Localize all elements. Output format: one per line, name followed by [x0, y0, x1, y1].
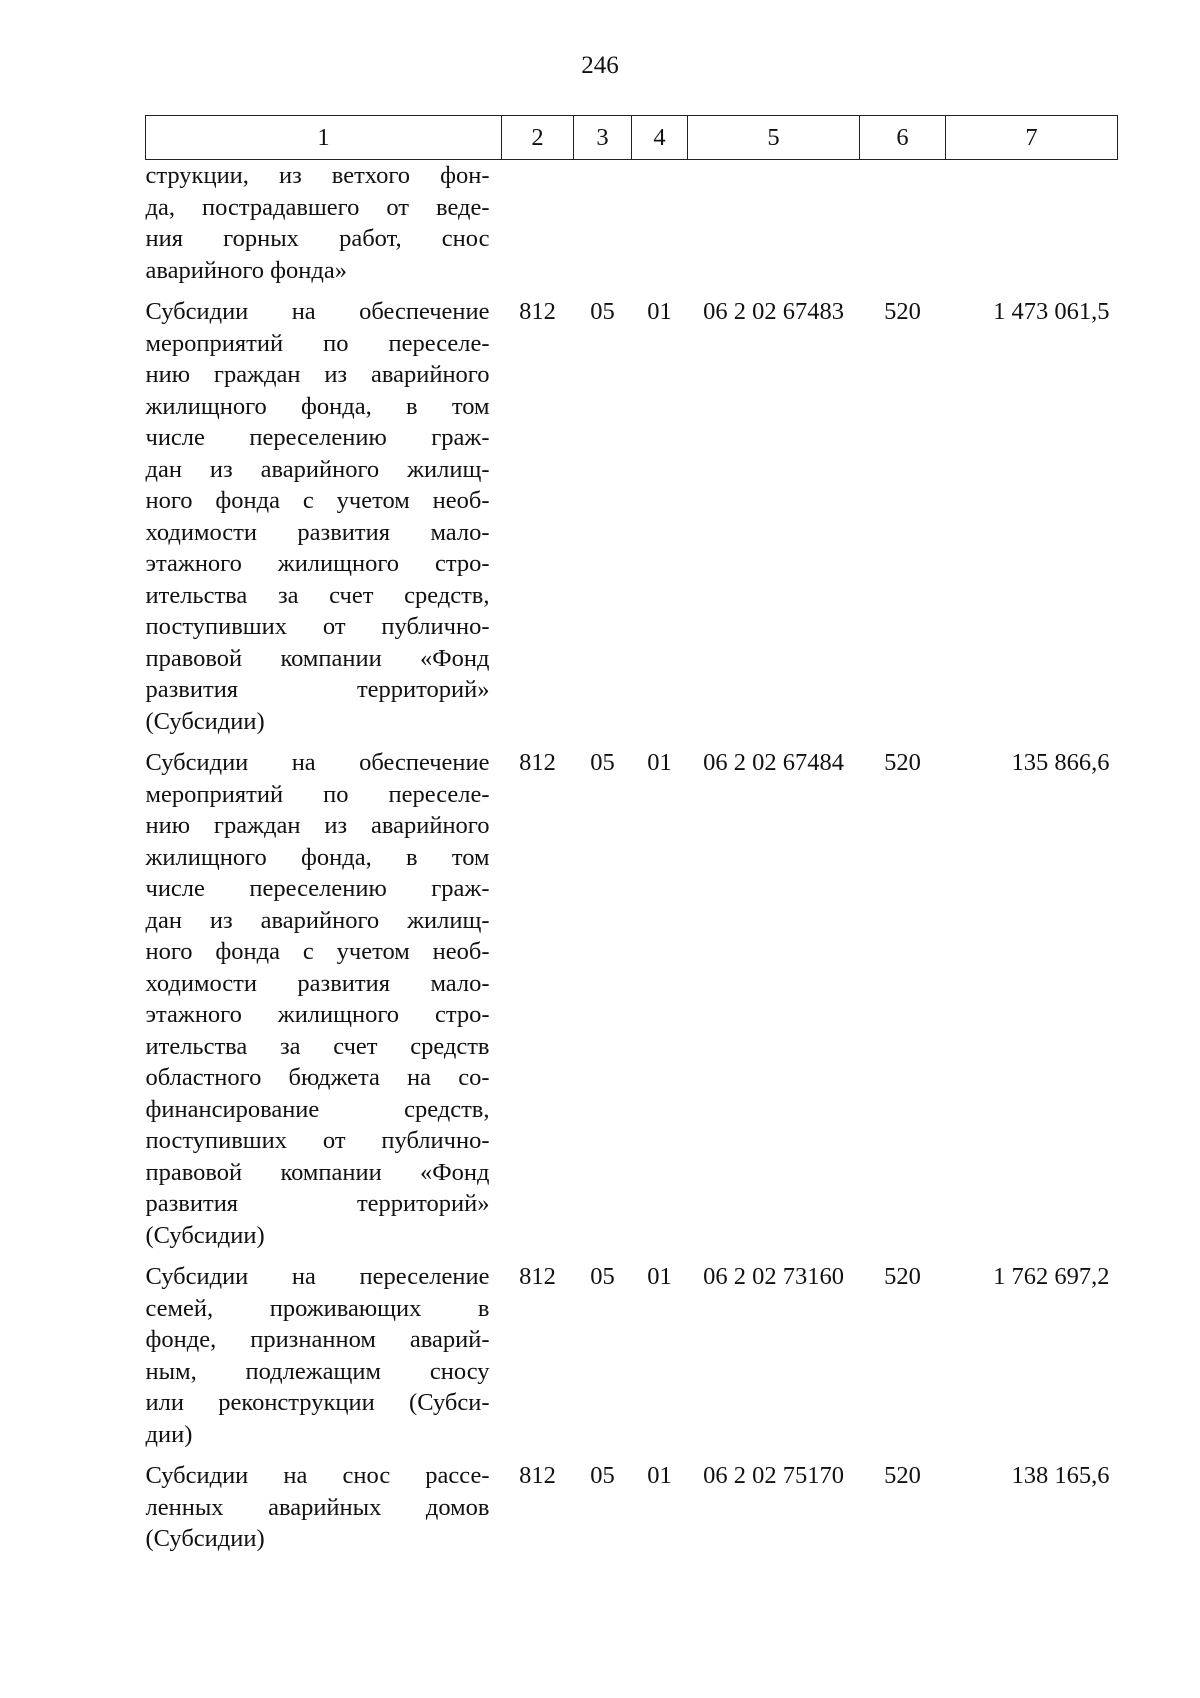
description-line: дии) [145, 1420, 193, 1448]
target-article-cell: 06 2 02 73160 [703, 1263, 844, 1290]
header-cell-4: 4 [632, 116, 688, 160]
description-line: Субсидии на снос рассе- [145, 1462, 490, 1489]
amount-cell: 1 762 697,2 [993, 1263, 1110, 1290]
description-line: Субсидии на обеспечение [145, 298, 490, 325]
description-line: правовой компании «Фонд [145, 644, 490, 672]
description-line: ного фонда с учетом необ- [145, 938, 490, 965]
description-cell [146, 1261, 502, 1460]
expense-type-cell: 520 [884, 298, 921, 325]
empty-cell [574, 160, 632, 297]
page-number: 246 [581, 52, 619, 79]
section-code-cell: 05 [590, 749, 615, 776]
description-line: (Субсидии) [145, 707, 265, 735]
description-line: или реконструкции (Субси- [145, 1389, 490, 1416]
header-cell-3: 3 [574, 116, 632, 160]
section-code-cell: 05 [590, 298, 615, 325]
description-line: финансирование средств, [145, 1095, 490, 1123]
description-line: семей, проживающих в [145, 1294, 490, 1322]
description-line: ходимости развития мало- [145, 518, 490, 546]
target-article-cell: 06 2 02 67483 [703, 298, 844, 325]
description-line: поступивших от публично- [145, 1127, 490, 1154]
subsection-code-cell: 01 [647, 298, 672, 325]
description-cell [146, 160, 502, 297]
expense-type-cell: 520 [884, 1462, 921, 1489]
description-line: числе переселению граж- [145, 875, 490, 902]
description-line: ительства за счет средств [145, 1032, 490, 1060]
ministry-code-cell: 812 [519, 298, 556, 325]
description-line: развития территорий» [145, 676, 490, 703]
description-line: жилищного фонда, в том [145, 392, 490, 420]
description-line: развития территорий» [145, 1190, 490, 1217]
ministry-code-cell: 812 [519, 1263, 556, 1290]
table-body [146, 160, 1118, 1565]
table-row [146, 296, 1118, 747]
description-line: числе переселению граж- [145, 424, 490, 451]
amount-cell: 138 165,6 [1011, 1462, 1110, 1489]
description-line: нию граждан из аварийного [145, 361, 490, 388]
description-line: ным, подлежащим сносу [145, 1357, 490, 1385]
description-line: дан из аварийного жилищ- [145, 455, 490, 483]
description-line: струкции, из ветхого фон- [145, 162, 490, 189]
description-line: поступивших от публично- [145, 613, 490, 640]
table-header-row [146, 116, 1118, 160]
header-cell-5: 5 [688, 116, 860, 160]
description-line: правовой компании «Фонд [145, 1158, 490, 1186]
section-code-cell: 05 [590, 1462, 615, 1489]
description-line: дан из аварийного жилищ- [145, 906, 490, 934]
header-cell-2: 2 [502, 116, 574, 160]
description-line: Субсидии на обеспечение [145, 749, 490, 776]
target-article-cell: 06 2 02 75170 [703, 1462, 844, 1489]
amount-cell: 1 473 061,5 [993, 298, 1110, 325]
description-line: мероприятий по переселе- [145, 329, 490, 357]
expense-type-cell: 520 [884, 1263, 921, 1290]
description-line: областного бюджета на со- [145, 1064, 490, 1091]
table-row [146, 1460, 1118, 1565]
subsection-code-cell: 01 [647, 1263, 672, 1290]
empty-cell [632, 160, 688, 297]
table-row [146, 747, 1118, 1261]
description-line: ного фонда с учетом необ- [145, 487, 490, 514]
description-line: (Субсидии) [145, 1525, 265, 1552]
subsection-code-cell: 01 [647, 1462, 672, 1489]
description-line: Субсидии на переселение [145, 1263, 490, 1290]
description-line: да, пострадавшего от веде- [145, 193, 490, 221]
description-line: мероприятий по переселе- [145, 780, 490, 808]
description-line: ительства за счет средств, [145, 581, 490, 609]
header-cell-6: 6 [860, 116, 946, 160]
ministry-code-cell: 812 [519, 1462, 556, 1489]
subsection-code-cell: 01 [647, 749, 672, 776]
table-row [146, 1261, 1118, 1460]
description-line: нию граждан из аварийного [145, 812, 490, 839]
description-cell [146, 1460, 502, 1565]
ministry-code-cell: 812 [519, 749, 556, 776]
description-cell [146, 747, 502, 1261]
description-line: ленных аварийных домов [145, 1493, 490, 1521]
budget-table [145, 115, 1118, 1565]
target-article-cell: 06 2 02 67484 [703, 749, 844, 776]
header-cell-1: 1 [146, 116, 502, 160]
description-line: этажного жилищного стро- [145, 1001, 490, 1028]
description-line: аварийного фонда» [145, 256, 347, 284]
description-line: ходимости развития мало- [145, 969, 490, 997]
empty-cell [502, 160, 574, 297]
section-code-cell: 05 [590, 1263, 615, 1290]
description-line: жилищного фонда, в том [145, 843, 490, 871]
empty-cell [946, 160, 1118, 297]
table-row-continuation [146, 160, 1118, 297]
description-line: фонде, признанном аварий- [145, 1326, 490, 1353]
description-line: ния горных работ, снос [145, 225, 490, 252]
description-line: этажного жилищного стро- [145, 550, 490, 577]
description-cell [146, 296, 502, 747]
description-line: (Субсидии) [145, 1221, 265, 1249]
empty-cell [860, 160, 946, 297]
empty-cell [688, 160, 860, 297]
expense-type-cell: 520 [884, 749, 921, 776]
header-cell-7: 7 [946, 116, 1118, 160]
amount-cell: 135 866,6 [1011, 749, 1110, 776]
